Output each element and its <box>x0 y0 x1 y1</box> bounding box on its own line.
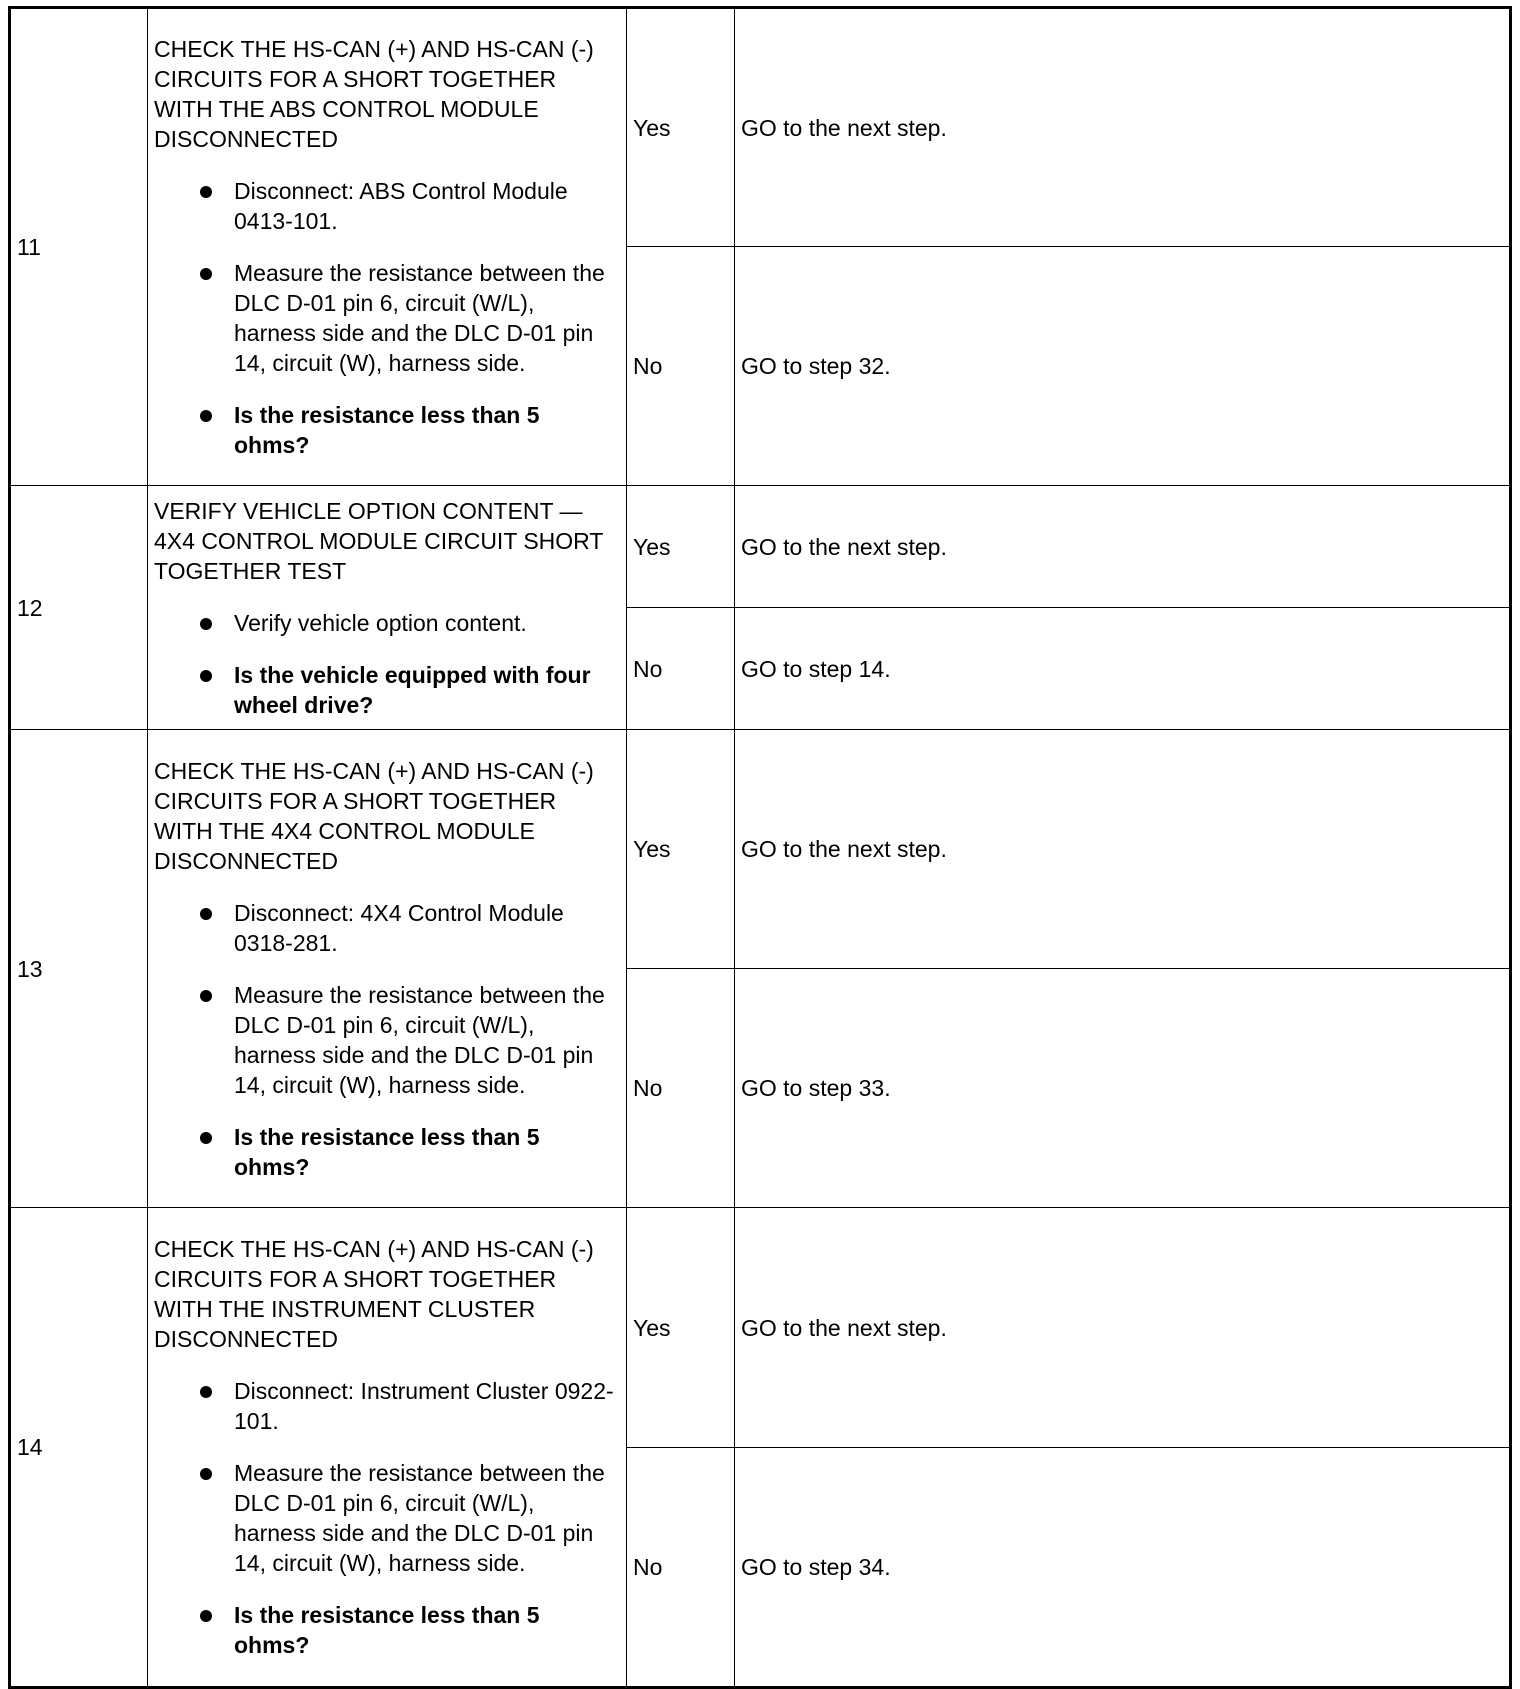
test-cell <box>148 730 627 1208</box>
action-no: GO to step 33. <box>735 969 1511 1208</box>
instruction-item: Disconnect: 4X4 Control Module 0318-281. <box>154 898 620 958</box>
step-number: 14 <box>10 1208 148 1688</box>
result-no: No <box>627 247 735 486</box>
test-question: Is the vehicle equipped with four wheel drive? <box>154 660 620 720</box>
result-yes: Yes <box>627 8 735 247</box>
action-no: GO to step 14. <box>735 608 1511 730</box>
step-row-yes <box>10 1208 1511 1448</box>
test-question: Is the resistance less than 5 ohms? <box>154 400 620 460</box>
instruction-item: Disconnect: ABS Control Module 0413-101. <box>154 176 620 236</box>
instruction-list <box>154 176 620 460</box>
test-question: Is the resistance less than 5 ohms? <box>154 1600 620 1660</box>
test-title: CHECK THE HS-CAN (+) AND HS-CAN (-) CIRCUITS FOR A SHORT TOGETHER WITH THE 4X4 CONTROL MODULE DISCONNECTED <box>154 757 594 874</box>
step-row-yes <box>10 486 1511 608</box>
instruction-list <box>154 898 620 1182</box>
result-yes: Yes <box>627 1208 735 1448</box>
result-no: No <box>627 969 735 1208</box>
result-yes: Yes <box>627 730 735 969</box>
action-yes: GO to the next step. <box>735 1208 1511 1448</box>
result-no: No <box>627 608 735 730</box>
instruction-item: Measure the resistance between the DLC D-01 pin 6, circuit (W/L), harness side and the DLC D-01 pin 14, circuit (W), harness side. <box>154 980 620 1100</box>
test-title: CHECK THE HS-CAN (+) AND HS-CAN (-) CIRCUITS FOR A SHORT TOGETHER WITH THE INSTRUMENT CLUSTER DISCONNECTED <box>154 1236 594 1352</box>
test-cell <box>148 8 627 486</box>
result-yes: Yes <box>627 486 735 608</box>
action-yes: GO to the next step. <box>735 730 1511 969</box>
step-row-yes <box>10 730 1511 969</box>
pinpoint-test-table <box>8 6 1512 1689</box>
instruction-list <box>154 608 620 720</box>
instruction-item: Measure the resistance between the DLC D-01 pin 6, circuit (W/L), harness side and the DLC D-01 pin 14, circuit (W), harness side. <box>154 258 620 378</box>
step-number: 11 <box>10 8 148 486</box>
step-row-yes <box>10 8 1511 247</box>
diagnostic-procedure-page <box>8 6 1512 1682</box>
instruction-list <box>154 1376 620 1660</box>
test-question: Is the resistance less than 5 ohms? <box>154 1122 620 1182</box>
test-cell <box>148 486 627 730</box>
result-no: No <box>627 1448 735 1688</box>
test-title: VERIFY VEHICLE OPTION CONTENT — 4X4 CONTROL MODULE CIRCUIT SHORT TOGETHER TEST <box>154 497 604 584</box>
action-yes: GO to the next step. <box>735 486 1511 608</box>
test-cell <box>148 1208 627 1688</box>
instruction-item: Measure the resistance between the DLC D-01 pin 6, circuit (W/L), harness side and the DLC D-01 pin 14, circuit (W), harness side. <box>154 1458 620 1578</box>
instruction-item: Disconnect: Instrument Cluster 0922-101. <box>154 1376 620 1436</box>
action-no: GO to step 32. <box>735 247 1511 486</box>
action-yes: GO to the next step. <box>735 8 1511 247</box>
step-number: 13 <box>10 730 148 1208</box>
step-number: 12 <box>10 486 148 730</box>
test-title: CHECK THE HS-CAN (+) AND HS-CAN (-) CIRCUITS FOR A SHORT TOGETHER WITH THE ABS CONTROL MODULE DISCONNECTED <box>154 36 594 152</box>
instruction-item: Verify vehicle option content. <box>154 608 620 638</box>
action-no: GO to step 34. <box>735 1448 1511 1688</box>
